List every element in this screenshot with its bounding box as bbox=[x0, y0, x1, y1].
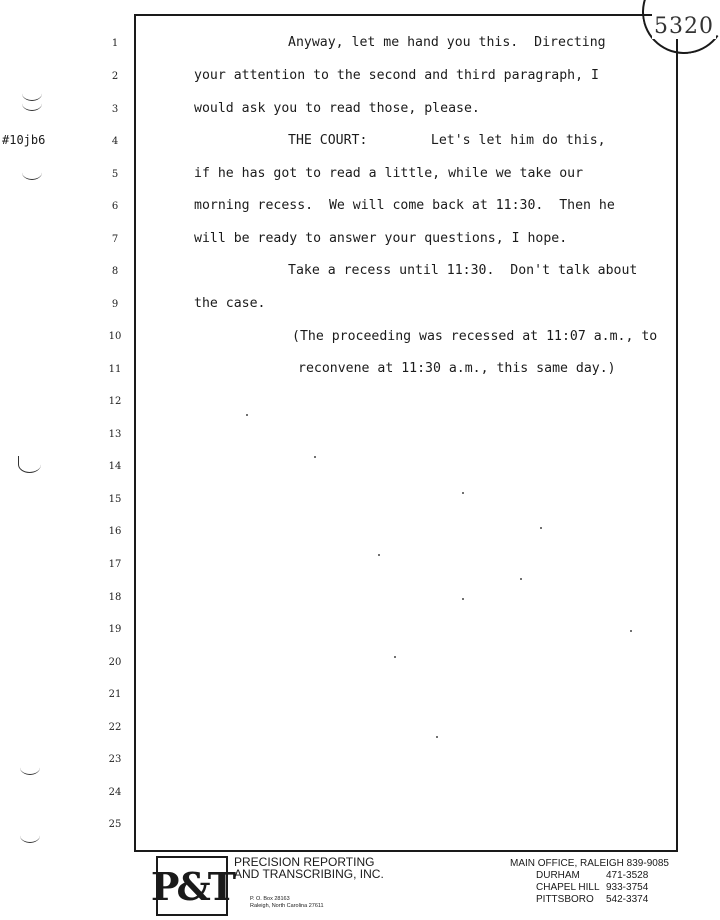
line-number: 25 bbox=[108, 819, 122, 830]
line-number: 21 bbox=[108, 689, 122, 700]
scan-speck bbox=[246, 414, 248, 416]
binder-hole-mark bbox=[20, 760, 40, 775]
line-number: 3 bbox=[111, 104, 119, 115]
margin-note: #10jb6 bbox=[2, 133, 46, 147]
scan-speck bbox=[436, 736, 438, 738]
line-number: 4 bbox=[111, 136, 119, 147]
binder-hole-mark bbox=[18, 456, 41, 473]
office-row bbox=[510, 882, 669, 894]
transcript-line: would ask you to read those, please. bbox=[194, 101, 480, 116]
binder-hole-mark bbox=[22, 96, 42, 111]
transcript-line: reconvene at 11:30 a.m., this same day.) bbox=[298, 361, 616, 376]
line-number: 12 bbox=[108, 396, 122, 407]
transcript-line: Anyway, let me hand you this. Directing bbox=[288, 35, 606, 50]
transcript-line: Take a recess until 11:30. Don't talk about bbox=[288, 263, 638, 278]
scan-speck bbox=[314, 456, 316, 458]
scan-speck bbox=[540, 527, 542, 529]
address-line: P. O. Box 28163 bbox=[250, 896, 290, 902]
office-phone: 933-3754 bbox=[606, 882, 649, 893]
company-name-line: AND TRANSCRIBING, INC. bbox=[234, 867, 384, 881]
line-number: 23 bbox=[108, 754, 122, 765]
line-number: 16 bbox=[108, 526, 122, 537]
office-phone: 542-3374 bbox=[606, 894, 649, 905]
line-number: 20 bbox=[108, 657, 122, 668]
logo-lettering: P&T bbox=[150, 863, 234, 909]
scan-speck bbox=[462, 598, 464, 600]
line-number: 7 bbox=[111, 234, 119, 245]
scan-speck bbox=[394, 656, 396, 658]
address-line: Raleigh, North Carolina 27611 bbox=[250, 903, 324, 909]
transcript-line: the case. bbox=[194, 296, 266, 311]
line-number: 17 bbox=[108, 559, 122, 570]
scan-speck bbox=[462, 492, 464, 494]
company-address bbox=[250, 896, 324, 910]
company-logo bbox=[150, 856, 234, 916]
transcript-line: your attention to the second and third paragraph, I bbox=[194, 68, 599, 83]
line-number: 9 bbox=[111, 299, 119, 310]
line-number: 19 bbox=[108, 624, 122, 635]
office-phone: 471-3528 bbox=[606, 870, 649, 881]
scan-speck bbox=[520, 578, 522, 580]
office-row bbox=[510, 870, 669, 882]
line-number: 14 bbox=[108, 461, 122, 472]
main-office: MAIN OFFICE, RALEIGH 839-9085 bbox=[510, 858, 669, 869]
company-name-line: PRECISION REPORTING bbox=[234, 855, 375, 869]
line-number: 10 bbox=[108, 331, 122, 342]
line-number: 11 bbox=[108, 364, 122, 375]
line-number: 1 bbox=[111, 38, 119, 49]
binder-hole-mark bbox=[22, 165, 42, 180]
line-number: 5 bbox=[111, 169, 119, 180]
line-number: 8 bbox=[111, 266, 119, 277]
line-number: 22 bbox=[108, 722, 122, 733]
office-row bbox=[510, 894, 669, 906]
page-number: 5320 bbox=[654, 14, 714, 39]
office-city: DURHAM bbox=[536, 870, 580, 881]
scan-speck bbox=[630, 630, 632, 632]
scan-speck bbox=[378, 554, 380, 556]
transcript-line: (The proceeding was recessed at 11:07 a.m., to bbox=[292, 329, 658, 344]
line-number: 2 bbox=[111, 71, 119, 82]
binder-hole-mark bbox=[20, 828, 40, 843]
office-list bbox=[510, 858, 669, 906]
line-number: 24 bbox=[108, 787, 122, 798]
office-city: PITTSBORO bbox=[536, 894, 594, 905]
transcript-line: morning recess. We will come back at 11:30. Then he bbox=[194, 198, 615, 213]
line-number: 6 bbox=[111, 201, 119, 212]
line-number: 13 bbox=[108, 429, 122, 440]
transcript-line: if he has got to read a little, while we take our bbox=[194, 166, 584, 181]
line-number: 18 bbox=[108, 592, 122, 603]
page-bottom-rule bbox=[134, 850, 678, 852]
line-number: 15 bbox=[108, 494, 122, 505]
transcript-line: THE COURT: Let's let him do this, bbox=[288, 133, 606, 148]
company-name bbox=[234, 856, 384, 880]
transcript-line: will be ready to answer your questions, I hope. bbox=[194, 231, 568, 246]
office-city: CHAPEL HILL bbox=[536, 882, 600, 893]
